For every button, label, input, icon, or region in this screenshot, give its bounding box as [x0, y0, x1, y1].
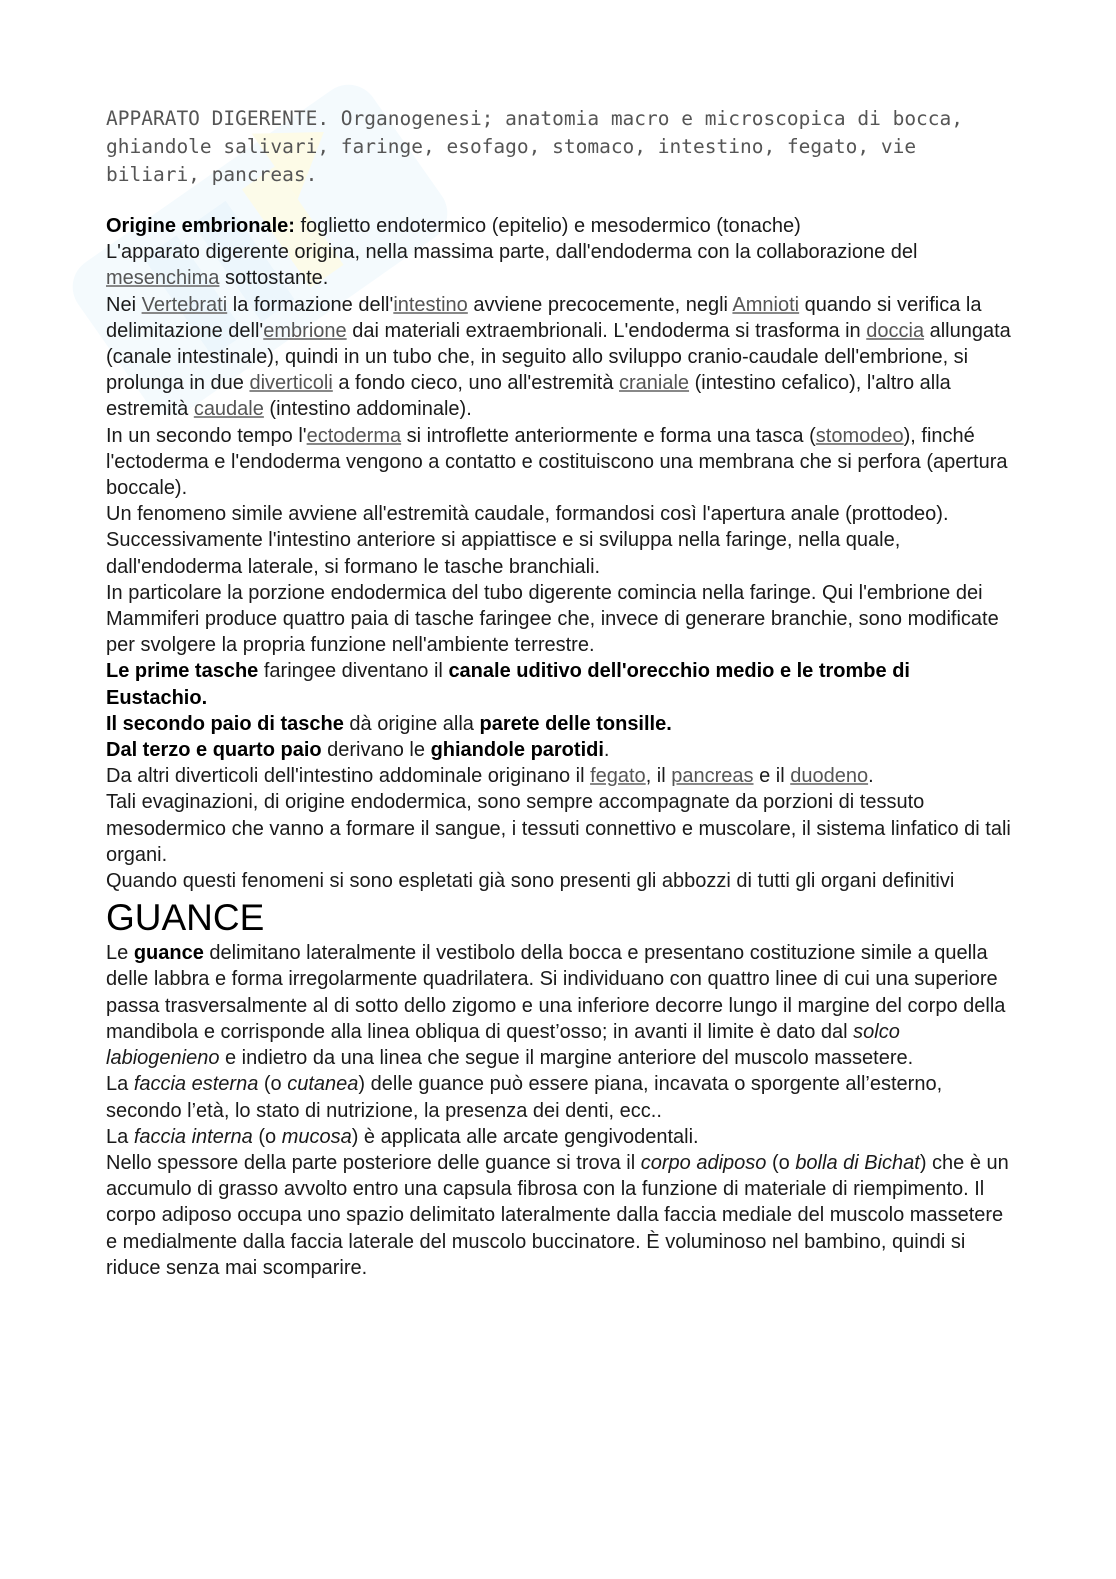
guance-paragraph-2: La faccia esterna (o cutanea) delle guance può essere piana, incavata o sporgente all’esterno, secondo l’età, lo stato di nutrizione, la presenza dei denti, ecc..: [106, 1073, 943, 1122]
paragraph-11: Tali evaginazioni, di origine endodermica, sono sempre accompagnate da porzioni di tessuto mesodermico che vanno a formare il sangue, i tessuti connettivo e muscolare, il sistema linfatico di tali organi.: [106, 791, 1011, 866]
paragraph-5: Successivamente l'intestino anteriore si appiattisce e si sviluppa nella faringe, nella quale, dall'endoderma laterale, si formano le tasche branchiali.: [106, 529, 901, 578]
origin-paragraph: Origine embrionale: foglietto endotermico (epitelio) e mesodermico (tonache): [106, 215, 801, 237]
link-doccia[interactable]: doccia: [866, 319, 925, 342]
origin-label: Origine embrionale:: [106, 215, 295, 237]
link-diverticoli[interactable]: diverticoli: [249, 372, 333, 395]
document-page: [106, 105, 1011, 1281]
paragraph-7: Le prime tasche faringee diventano il canale uditivo dell'orecchio medio e le trombe di Eustachio.: [106, 660, 910, 709]
link-craniale[interactable]: craniale: [619, 372, 690, 395]
guance-paragraph-1: Le guance delimitano lateralmente il vestibolo della bocca e presentano costituzione simile a quella delle labbra e forma irregolarmente quadrilatera. Si individuano con quattro linee di cui una superiore passa trasversalmente al di sotto dello zigomo e una inferiore decorre lungo il margine del corpo della mandibola e corrisponde alla linea obliqua di quest’osso; in avanti il limite è dato dal solco labiogenieno e indietro da una linea che segue il margine anteriore del muscolo massetere.: [106, 942, 1006, 1070]
paragraph-4: Un fenomeno simile avviene all'estremità caudale, formandosi così l'apertura anale (prottodeo).: [106, 503, 949, 526]
paragraph-3: In un secondo tempo l'ectoderma si introflette anteriormente e forma una tasca (stomodeo), finché l'ectoderma e l'endoderma vengono a contatto e costituiscono una membrana che si perfora (apertura boccale).: [106, 424, 1008, 500]
paragraph-6: In particolare la porzione endodermica del tubo digerente comincia nella faringe. Qui l'embrione dei Mammiferi produce quattro paia di tasche faringee che, invece di generare branchie, sono modificate per svolgere la propria funzione nell'ambiente terrestre.: [106, 581, 999, 657]
paragraph-12: Quando questi fenomeni si sono espletati già sono presenti gli abbozzi di tutti gli organi definitivi: [106, 870, 955, 893]
link-pancreas[interactable]: pancreas: [671, 765, 754, 788]
link-fegato[interactable]: fegato: [590, 765, 646, 788]
guance-paragraph-3: La faccia interna (o mucosa) è applicata alle arcate gengivodentali.: [106, 1125, 699, 1148]
link-stomodeo[interactable]: stomodeo: [815, 424, 904, 447]
paragraph-2: Nei Vertebrati la formazione dell'intestino avviene precocemente, negli Amnioti quando si verifica la delimitazione dell'embrione dai materiali extraembrionali. L'endoderma si trasforma in doccia allungata (canale intestinale), quindi in un tubo che, in seguito allo sviluppo cranio-caudale dell'embrione, si prolunga in due diverticoli a fondo cieco, uno all'estremità craniale (intestino cefalico), l'altro alla estremità caudale (intestino addominale).: [106, 293, 1011, 421]
link-embrione[interactable]: embrione: [263, 319, 347, 342]
link-amnioti[interactable]: Amnioti: [732, 293, 800, 316]
link-caudale[interactable]: caudale: [193, 398, 264, 421]
document-header: APPARATO DIGERENTE. Organogenesi; anatomia macro e microscopica di bocca, ghiandole salivari, faringe, esofago, stomaco, intestino, fegato, vie biliari, pancreas.: [106, 107, 964, 186]
paragraph-8: Il secondo paio di tasche dà origine alla parete delle tonsille.: [106, 712, 672, 735]
paragraph-10: Da altri diverticoli dell'intestino addominale originano il fegato, il pancreas e il duodeno.: [106, 765, 874, 788]
section-heading-guance: GUANCE: [106, 897, 265, 939]
link-intestino[interactable]: intestino: [393, 293, 468, 316]
link-mesenchima[interactable]: mesenchima: [106, 267, 220, 290]
document-body: [106, 213, 1011, 1281]
guance-paragraph-4: Nello spessore della parte posteriore delle guance si trova il corpo adiposo (o bolla di Bichat) che è un accumulo di grasso avvolto entro una capsula fibrosa con la funzione di materiale di riempimento. Il corpo adiposo occupa uno spazio delimitato lateralmente dalla faccia mediale del muscolo massetere e medialmente dalla faccia laterale del muscolo buccinatore. È voluminoso nel bambino, quindi si riduce senza mai scomparire.: [106, 1151, 1009, 1279]
link-ectoderma[interactable]: ectoderma: [306, 424, 402, 447]
link-duodeno[interactable]: duodeno: [790, 765, 869, 788]
paragraph-1: L'apparato digerente origina, nella massima parte, dall'endoderma con la collaborazione del mesenchima sottostante.: [106, 241, 918, 290]
paragraph-9: Dal terzo e quarto paio derivano le ghiandole parotidi.: [106, 739, 610, 762]
link-vertebrati[interactable]: Vertebrati: [141, 293, 228, 316]
